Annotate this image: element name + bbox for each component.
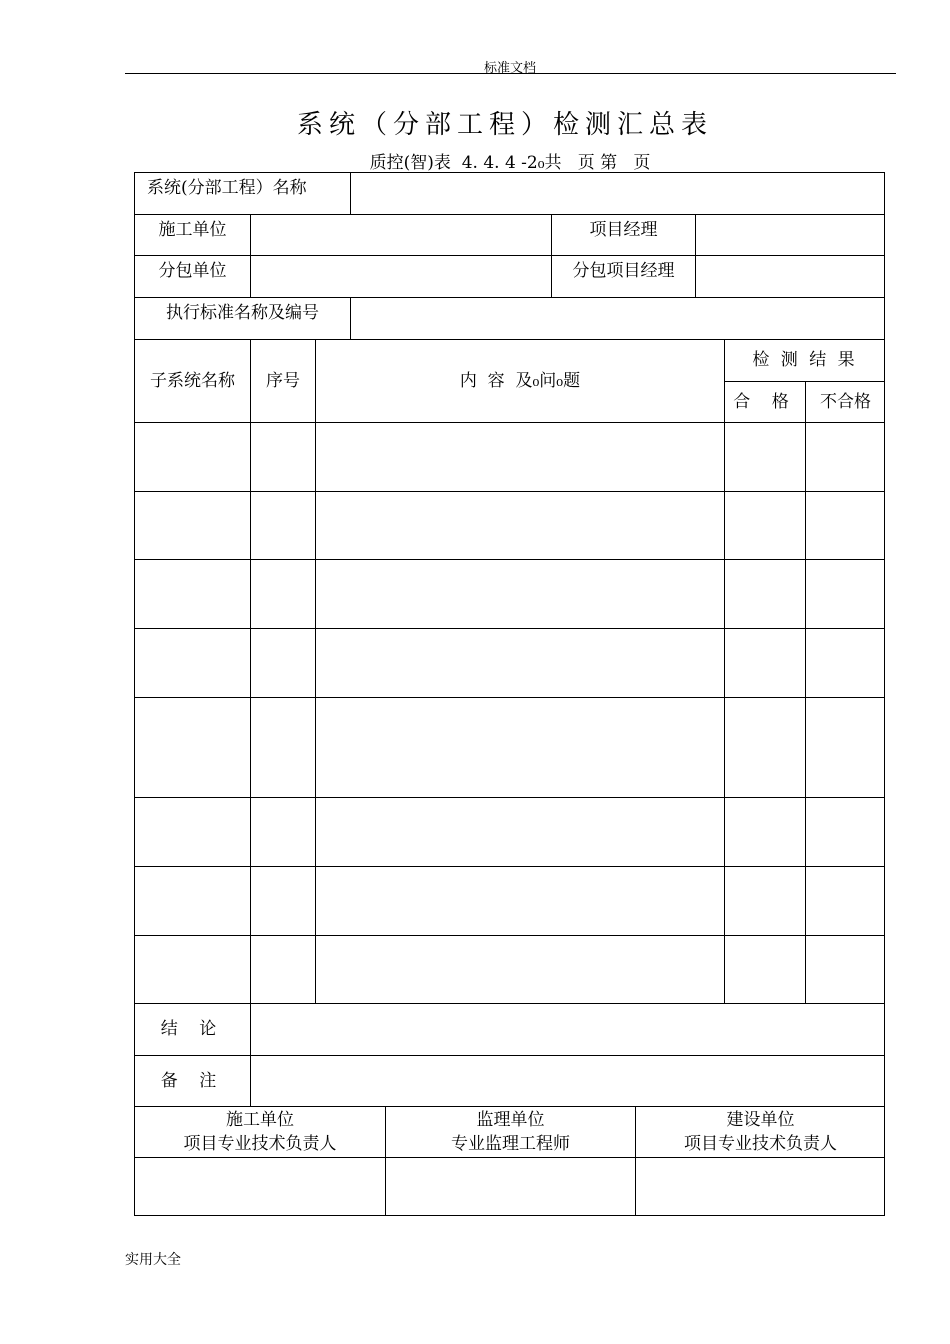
cell-fail[interactable]	[805, 628, 885, 697]
conclusion-field[interactable]	[250, 1003, 885, 1055]
signature-field-contractor[interactable]	[134, 1157, 385, 1216]
cell-seq[interactable]	[250, 491, 315, 559]
col-header-fail: 不合格	[805, 381, 885, 422]
table-border-bottom	[134, 1215, 885, 1216]
cell-pass[interactable]	[724, 797, 805, 866]
project-manager-label: 项目经理	[551, 214, 695, 255]
standard-field[interactable]	[350, 297, 885, 339]
cell-content[interactable]	[315, 491, 724, 559]
conclusion-label: 结 论	[134, 1003, 250, 1055]
signature-role: 项目专业技术负责人	[183, 1134, 337, 1154]
cell-pass[interactable]	[724, 422, 805, 491]
signature-field-owner[interactable]	[635, 1157, 885, 1216]
cell-seq[interactable]	[250, 866, 315, 935]
cell-subsystem[interactable]	[134, 935, 250, 1003]
project-manager-field[interactable]	[695, 214, 885, 255]
col-header-seq: 序号	[250, 339, 315, 422]
cell-fail[interactable]	[805, 866, 885, 935]
cell-subsystem[interactable]	[134, 697, 250, 797]
cell-content[interactable]	[315, 559, 724, 628]
cell-subsystem[interactable]	[134, 559, 250, 628]
cell-seq[interactable]	[250, 422, 315, 491]
cell-pass[interactable]	[724, 866, 805, 935]
cell-seq[interactable]	[250, 935, 315, 1003]
signature-role: 专业监理工程师	[451, 1134, 570, 1154]
subcontractor-label: 分包单位	[134, 255, 250, 297]
cell-fail[interactable]	[805, 935, 885, 1003]
form-code: 质控(智)表 4. 4. 4 -2₀共 页 第 页	[369, 153, 651, 173]
cell-seq[interactable]	[250, 559, 315, 628]
sub-project-manager-label: 分包项目经理	[551, 255, 695, 297]
contractor-field[interactable]	[250, 214, 551, 255]
cell-content[interactable]	[315, 422, 724, 491]
cell-content[interactable]	[315, 797, 724, 866]
cell-pass[interactable]	[724, 491, 805, 559]
system-name-label: 系统(分部工程）名称	[134, 172, 350, 214]
remarks-label: 备 注	[134, 1055, 250, 1106]
table-border-right	[884, 172, 885, 1216]
page-header: 标准文档	[483, 61, 536, 76]
signature-org: 施工单位	[226, 1110, 294, 1130]
cell-subsystem[interactable]	[134, 866, 250, 935]
cell-fail[interactable]	[805, 697, 885, 797]
col-header-pass: 合 格	[724, 381, 805, 422]
signature-header-owner	[635, 1106, 885, 1157]
cell-subsystem[interactable]	[134, 491, 250, 559]
cell-seq[interactable]	[250, 797, 315, 866]
subcontractor-field[interactable]	[250, 255, 551, 297]
signature-role: 项目专业技术负责人	[684, 1134, 837, 1154]
cell-subsystem[interactable]	[134, 797, 250, 866]
sub-project-manager-field[interactable]	[695, 255, 885, 297]
col-header-result: 检 测 结 果	[724, 339, 885, 381]
signature-org: 建设单位	[726, 1110, 795, 1130]
cell-pass[interactable]	[724, 935, 805, 1003]
cell-fail[interactable]	[805, 491, 885, 559]
cell-content[interactable]	[315, 628, 724, 697]
signature-header-contractor	[134, 1106, 385, 1157]
cell-content[interactable]	[315, 697, 724, 797]
cell-fail[interactable]	[805, 422, 885, 491]
cell-content[interactable]	[315, 935, 724, 1003]
cell-content[interactable]	[315, 866, 724, 935]
cell-pass[interactable]	[724, 559, 805, 628]
signature-org: 监理单位	[476, 1110, 545, 1130]
remarks-field[interactable]	[250, 1055, 885, 1106]
cell-fail[interactable]	[805, 797, 885, 866]
col-header-subsystem: 子系统名称	[134, 339, 250, 422]
form-title: 系统（分部工程）检测汇总表	[296, 110, 713, 140]
contractor-label: 施工单位	[134, 214, 250, 255]
cell-subsystem[interactable]	[134, 628, 250, 697]
cell-seq[interactable]	[250, 697, 315, 797]
signature-header-supervisor	[385, 1106, 635, 1157]
standard-label: 执行标准名称及编号	[134, 297, 350, 339]
page-footer: 实用大全	[125, 1252, 181, 1268]
signature-field-supervisor[interactable]	[385, 1157, 635, 1216]
col-header-content: 内 容 及₀问₀题	[315, 339, 724, 422]
system-name-field[interactable]	[350, 172, 885, 214]
header-divider	[125, 73, 896, 74]
cell-subsystem[interactable]	[134, 422, 250, 491]
cell-fail[interactable]	[805, 559, 885, 628]
cell-pass[interactable]	[724, 628, 805, 697]
cell-pass[interactable]	[724, 697, 805, 797]
cell-seq[interactable]	[250, 628, 315, 697]
